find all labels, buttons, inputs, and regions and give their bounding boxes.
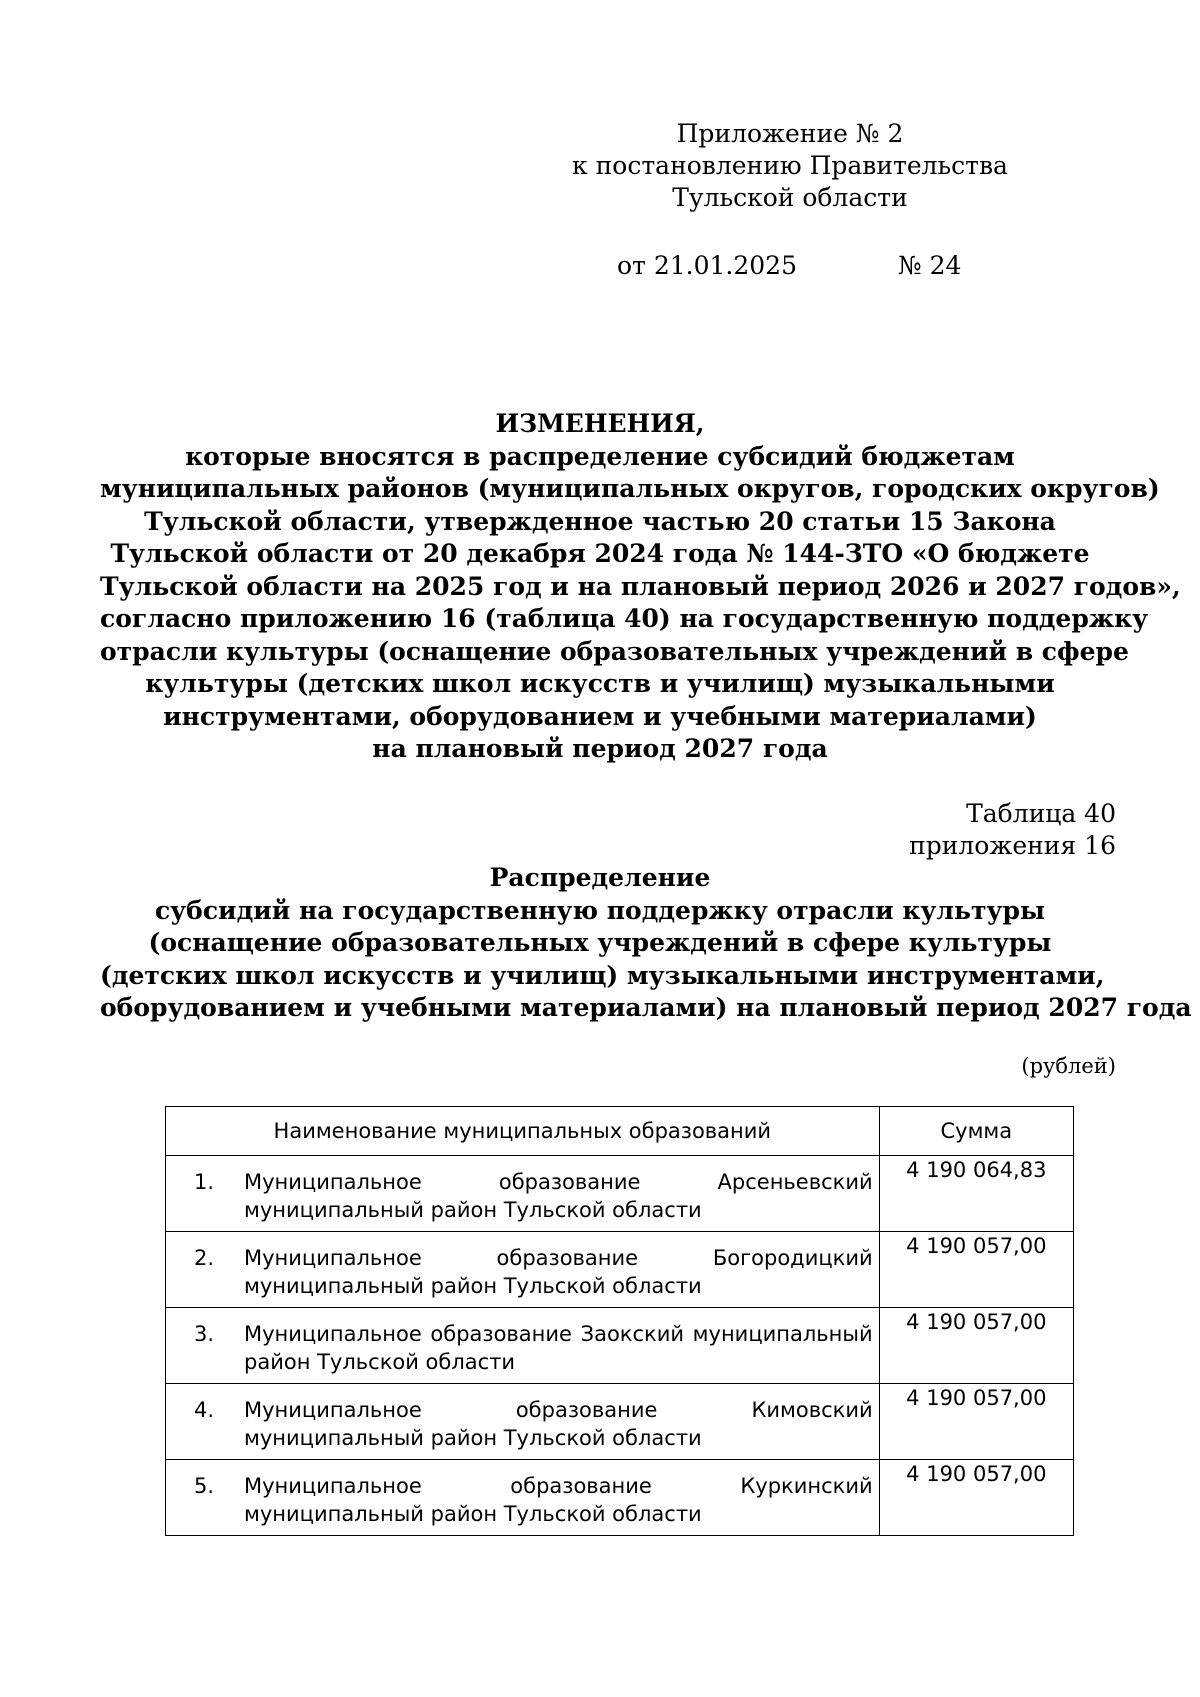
- table-header-row: [166, 1107, 1074, 1156]
- sum-cell: 4 190 057,00: [879, 1232, 1073, 1308]
- changes-title-line: инструментами, оборудованием и учебными материалами): [163, 701, 1037, 731]
- row-number: 5.: [194, 1474, 215, 1498]
- table-number: Таблица 40: [966, 799, 1116, 828]
- sum-cell: 4 190 057,00: [879, 1308, 1073, 1384]
- resolution-number: № 24: [898, 251, 962, 280]
- name-cell: [166, 1156, 880, 1232]
- row-number: 2.: [194, 1246, 215, 1270]
- changes-title-line: муниципальных районов (муниципальных округов, городских округов): [100, 474, 1160, 503]
- header-sum: Сумма: [879, 1107, 1073, 1156]
- changes-title-line: которые вносятся в распределение субсидий бюджетам: [185, 441, 1015, 471]
- table-row: [166, 1156, 1074, 1232]
- table-appendix: приложения 16: [909, 831, 1116, 860]
- distribution-title-line: (оснащение образовательных учреждений в сфере культуры: [148, 928, 1052, 957]
- municipality-name: Муниципальное образование Богородицкий муниципальный район Тульской области: [244, 1246, 873, 1298]
- appendix-region: Тульской области: [672, 183, 908, 212]
- appendix-number: Приложение № 2: [676, 119, 904, 148]
- changes-title-line: отрасли культуры (оснащение образовательных учреждений в сфере: [100, 636, 1129, 666]
- appendix-header: [560, 118, 1020, 214]
- distribution-title-line: оборудованием и учебными материалами) на плановый период 2027 года: [100, 993, 1192, 1022]
- changes-title-line: Тульской области от 20 декабря 2024 года № 144-ЗТО «О бюджете: [110, 539, 1090, 568]
- municipality-name: Муниципальное образование Куркинский муниципальный район Тульской области: [244, 1474, 873, 1526]
- name-cell: [166, 1460, 880, 1536]
- changes-title-line: ИЗМЕНЕНИЯ,: [495, 409, 705, 438]
- units-label: (рублей): [1021, 1054, 1116, 1078]
- name-cell: [166, 1308, 880, 1384]
- distribution-title-line: субсидий на государственную поддержку отрасли культуры: [154, 895, 1046, 925]
- row-number: 3.: [194, 1322, 215, 1346]
- changes-title-line: на плановый период 2027 года: [372, 734, 828, 763]
- header-name: Наименование муниципальных образований: [166, 1107, 880, 1156]
- sum-cell: 4 190 057,00: [879, 1384, 1073, 1460]
- name-cell: [166, 1384, 880, 1460]
- table-row: [166, 1232, 1074, 1308]
- changes-title-line: Тульской области на 2025 год и на плановый период 2026 и 2027 годов»,: [100, 571, 1181, 601]
- table-reference: [909, 798, 1116, 862]
- changes-title-line: культуры (детских школ искусств и училищ) музыкальными: [145, 669, 1055, 698]
- distribution-title-line: Распределение: [489, 863, 711, 892]
- row-number: 4.: [194, 1398, 215, 1422]
- municipality-name: Муниципальное образование Заокский муниципальный район Тульской области: [244, 1322, 873, 1374]
- distribution-title-line: (детских школ искусств и училищ) музыкальными инструментами,: [100, 960, 1105, 990]
- appendix-resolution: к постановлению Правительства: [572, 151, 1008, 180]
- name-cell: [166, 1232, 880, 1308]
- changes-title-line: согласно приложению 16 (таблица 40) на государственную поддержку: [100, 604, 1149, 633]
- table-row: [166, 1460, 1074, 1536]
- table-row: [166, 1308, 1074, 1384]
- municipality-name: Муниципальное образование Кимовский муниципальный район Тульской области: [244, 1398, 873, 1450]
- changes-title: [100, 408, 1181, 766]
- row-number: 1.: [194, 1170, 215, 1194]
- resolution-date: от 21.01.2025: [617, 251, 797, 280]
- distribution-title: [100, 862, 1192, 1025]
- table-row: [166, 1384, 1074, 1460]
- sum-cell: 4 190 064,83: [879, 1156, 1073, 1232]
- sum-cell: 4 190 057,00: [879, 1460, 1073, 1536]
- subsidy-table: [165, 1106, 1074, 1536]
- municipality-name: Муниципальное образование Арсеньевский муниципальный район Тульской области: [244, 1170, 873, 1222]
- changes-title-line: Тульской области, утвержденное частью 20 статьи 15 Закона: [144, 506, 1056, 536]
